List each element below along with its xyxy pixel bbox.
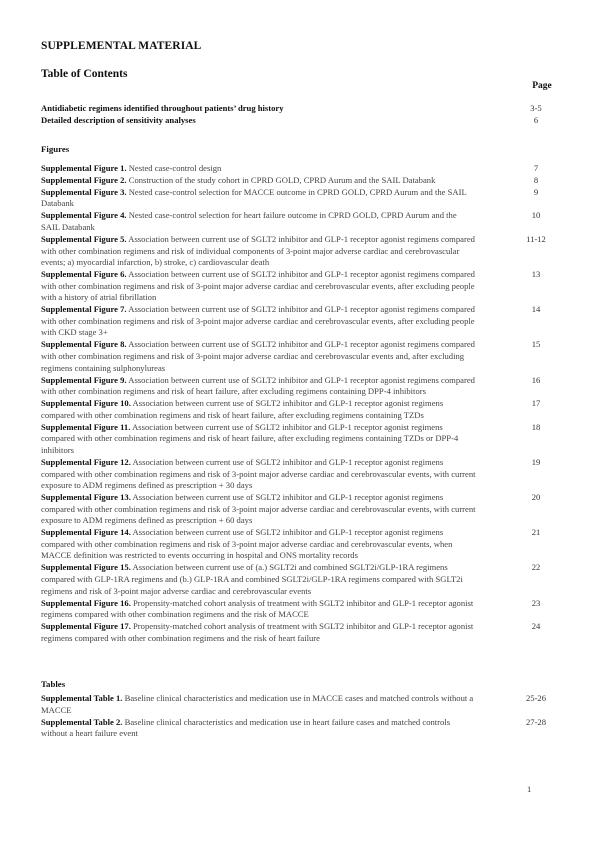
figure-entry-text [41,527,476,562]
figure-entry-text [41,187,476,210]
toc-entry [41,115,556,127]
figure-description: Association between current use of SGLT2 inhibitor and GLP-1 receptor agonist regimens compared with other combination regimens and risk of individual components of 3-point major adverse cardiac and cerebrovascular events; a) myocardial infarction, b) stroke, c) cardiovascular death [41,233,475,268]
figure-entry [41,375,556,398]
figure-label: Supplemental Figure 7. [41,304,127,315]
figure-description: Association between current use of SGLT2 inhibitor and GLP-1 receptor agonist regimens compared with other combination regimens and risk of 3-point major adverse cardiac and cerebrovascular events, with current exposure to ADM regimens defined as prescription + 30 days [41,456,476,491]
figure-entry-text [41,375,476,398]
toc-entries [41,103,556,740]
figure-entry [41,269,556,304]
figure-label: Supplemental Figure 2. [41,174,127,185]
figure-description: Construction of the study cohort in CPRD GOLD, CPRD Aurum and the SAIL Databank [128,174,436,185]
figure-page: 16 [531,374,541,385]
figure-description: Association between current use of SGLT2 inhibitor and GLP-1 receptor agonist regimens compared with other combination regimens and risk of 3-point major adverse cardiac and cerebrovascular events, with current exposure to ADM regimens defined as prescription + 60 days [41,492,476,526]
figure-page: 24 [531,621,541,632]
figure-label: Supplemental Figure 3. [41,186,127,197]
figure-description: Association between current use of SGLT2 inhibitor and GLP-1 receptor agonist regimens compared with other combination regimens and risk of 3-point major adverse cardiac and cerebrovascular events, after excluding people with CKD stage 3+ [41,304,475,338]
figure-label: Supplemental Figure 4. [41,210,127,221]
figure-entry [41,304,556,339]
figure-entry [41,187,556,210]
figure-entry [41,621,556,644]
figure-entry-text [41,398,476,421]
figure-entry-text [41,562,476,597]
figure-description: Propensity-matched cohort analysis of treatment with SGLT2 inhibitor and GLP-1 receptor agonist regimens compared with other combination regimens and the risk of heart failure [41,621,474,643]
figure-entry [41,163,556,175]
table-description: Baseline clinical characteristics and medication use in MACCE cases and matched controls without a MACCE [41,692,474,715]
figure-entry-text [41,234,476,269]
figure-entry-text [41,304,476,339]
figure-page: 9 [533,186,539,197]
figure-entry [41,398,556,421]
figure-entry-text [41,621,476,644]
table-label: Supplemental Table 2. [41,716,123,727]
top-entry-list [41,103,556,126]
table-description: Baseline clinical characteristics and medication use in heart failure cases and matched controls without a heart failure event [41,716,451,739]
figure-entry [41,492,556,527]
figure-page: 13 [531,269,541,280]
figure-label: Supplemental Figure 14. [41,527,131,538]
figure-description: Nested case-control selection for MACCE outcome in CPRD GOLD, CPRD Aurum and the SAIL Databank [41,186,467,209]
figure-page: 20 [531,492,541,503]
figure-label: Supplemental Figure 16. [41,597,131,608]
figure-description: Association between current use of SGLT2 inhibitor and GLP-1 receptor agonist regimens compared with other combination regimens and risk of 3-point major adverse cardiac and cerebrovascular events and, after excluding regimens containing sulphonylureas [41,339,475,373]
figure-label: Supplemental Figure 13. [41,492,131,503]
figure-entry-text [41,163,476,175]
figure-label: Supplemental Figure 17. [41,621,131,632]
figure-page: 11-12 [526,233,546,244]
figure-entry-text [41,492,476,527]
figure-description: Association between current use of SGLT2 inhibitor and GLP-1 receptor agonist regimens compared with other combination regimens and risk of 3-point major adverse cardiac and cerebrovascular events, after excluding people with a history of atrial fibrillation [41,269,475,303]
figure-page: 22 [531,562,541,573]
figure-description: Nested case-control design [128,162,222,173]
figure-label: Supplemental Figure 10. [41,398,131,409]
figure-page: 15 [531,339,541,350]
figure-label: Supplemental Figure 5. [41,233,127,244]
page-column-header: Page [532,81,552,91]
tables-list [41,693,556,740]
figure-label: Supplemental Figure 11. [41,421,131,432]
figure-entry-text [41,598,476,621]
table-page: 27-28 [525,716,547,727]
tables-heading: Tables [41,679,66,690]
figure-page: 10 [531,210,541,221]
figure-page: 19 [531,456,541,467]
table-label: Supplemental Table 1. [41,692,123,703]
figure-label: Supplemental Figure 12. [41,456,131,467]
figure-entry [41,210,556,233]
figure-entry [41,234,556,269]
figure-entry-text [41,175,476,187]
table-entry-text [41,693,476,716]
page-number: 1 [527,784,532,794]
figure-label: Supplemental Figure 6. [41,269,127,280]
toc-entry-text: Antidiabetic regimens identified throughout patients’ drug history [41,103,284,113]
table-entry [41,693,556,716]
figure-entry-text [41,457,476,492]
figures-heading: Figures [41,144,70,155]
figure-entry-text [41,339,476,374]
figure-page: 8 [533,174,539,185]
figure-page: 7 [533,162,539,173]
figure-entry [41,339,556,374]
figure-entry [41,527,556,562]
figure-entry [41,175,556,187]
figure-description: Association between current use of SGLT2 inhibitor and GLP-1 receptor agonist regimens compared with other combination regimens and risk of heart failure, after excluding regimens containing DPP-4 inhibitors [41,374,475,397]
figure-entry [41,422,556,457]
toc-entry-page: 3-5 [530,103,542,113]
figure-description: Association between current use of SGLT2 inhibitor and GLP-1 receptor agonist regimens compared with other combination regimens and risk of heart failure, after excluding regimens containing TZDs or DPP-4 inhibitors [41,421,459,455]
figure-label: Supplemental Figure 9. [41,374,127,385]
figure-description: Association between current use of (a.) SGLT2i and combined SGLT2i/GLP-1RA regimens compared with GLP-1RA regimens and (b.) GLP-1RA and combined SGLT2i/GLP-1RA regimens compared with SGLT2i regimens and risk of 3-point major adverse cardiac and cerebrovascular events [41,562,463,596]
figure-entry [41,457,556,492]
figure-entry [41,562,556,597]
figure-page: 18 [531,421,541,432]
figure-entry-text [41,422,476,457]
figures-list [41,163,556,645]
figure-description: Nested case-control selection for heart failure outcome in CPRD GOLD, CPRD Aurum and the SAIL Databank [41,210,457,232]
figure-page: 14 [531,304,541,315]
figure-description: Propensity-matched cohort analysis of treatment with SGLT2 inhibitor and GLP-1 receptor agonist regimens compared with other combination regimens and the risk of MACCE [41,597,474,620]
toc-entry [41,103,556,115]
document-title: SUPPLEMENTAL MATERIAL [41,40,202,52]
table-entry [41,717,556,740]
table-page: 25-26 [525,692,547,703]
figure-entry [41,598,556,621]
figure-page: 21 [531,527,541,538]
figure-page: 23 [531,597,541,608]
table-entry-text [41,717,476,740]
toc-entry-page: 6 [533,114,539,125]
figure-label: Supplemental Figure 8. [41,339,127,350]
figure-page: 17 [531,398,541,409]
figure-entry-text [41,269,476,304]
toc-heading: Table of Contents [41,68,128,80]
figure-entry-text [41,210,476,233]
figure-description: Association between current use of SGLT2 inhibitor and GLP-1 receptor agonist regimens compared with other combination regimens and risk of heart failure, after excluding regimens containing TZDs [41,398,444,420]
figure-label: Supplemental Figure 15. [41,562,131,573]
toc-entry-text: Detailed description of sensitivity analyses [41,114,196,125]
figure-label: Supplemental Figure 1. [41,162,127,173]
figure-description: Association between current use of SGLT2 inhibitor and GLP-1 receptor agonist regimens compared with other combination regimens and risk of 3-point major adverse cardiac and cerebrovascular events, when MACCE definition was restricted to events occurring in hospital and ONS mortality records [41,527,453,561]
